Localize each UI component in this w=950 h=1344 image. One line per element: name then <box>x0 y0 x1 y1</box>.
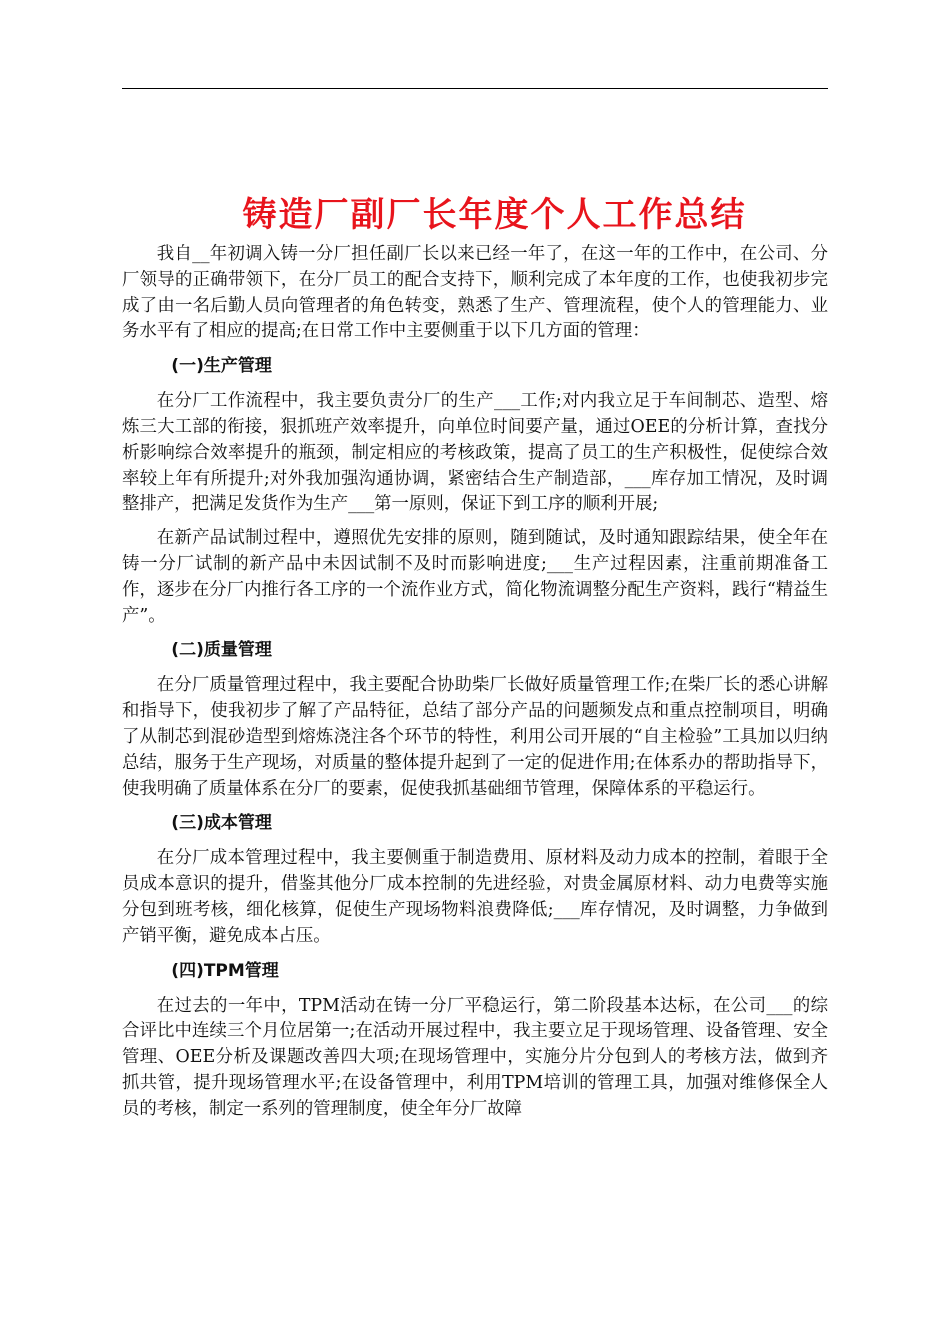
section-heading-cost: (三)成本管理 <box>171 813 272 834</box>
cost-paragraph: 在分厂成本管理过程中，我主要侧重于制造费用、原材料及动力成本的控制，着眼于全员成本意识的提升，借鉴其他分厂成本控制的先进经验，对贵金属原材料、动力电费等实施分包到班考核，细化核算，促使生产现场物料浪费降低;___库存情况，及时调整，力争做到产销平衡，避免成本占压。 <box>122 848 828 946</box>
production-paragraph-1: 在分厂工作流程中，我主要负责分厂的生产___工作;对内我立足于车间制芯、造型、熔炼三大工部的衔接，狠抓班产效率提升，向单位时间要产量，通过OEE的分析计算，查找分析影响综合效率提升的瓶颈，制定相应的考核政策，提高了员工的生产积极性，促使综合效率较上年有所提升;对外我加强沟通协调，紧密结合生产制造部，___库存加工情况，及时调整排产，把满足发货作为生产___第一原则，保证下到工序的顺利开展; <box>122 391 828 515</box>
production-paragraph-2: 在新产品试制过程中，遵照优先安排的原则，随到随试，及时通知跟踪结果，使全年在铸一分厂试制的新产品中未因试制不及时而影响进度;___生产过程因素，注重前期准备工作，逐步在分厂内推行各工序的一个流作业方式，简化物流调整分配生产资料，践行“精益生产”。 <box>122 528 828 626</box>
intro-paragraph: 我自__年初调入铸一分厂担任副厂长以来已经一年了，在这一年的工作中，在公司、分厂领导的正确带领下，在分厂员工的配合支持下，顺利完成了本年度的工作，也使我初步完成了由一名后勤人员向管理者的角色转变，熟悉了生产、管理流程，使个人的管理能力、业务水平有了相应的提高;在日常工作中主要侧重于以下几方面的管理： <box>122 244 828 342</box>
section-heading-quality: (二)质量管理 <box>171 640 272 661</box>
header-rule <box>122 88 828 89</box>
document-title: 铸造厂副厂长年度个人工作总结 <box>242 195 747 235</box>
tpm-paragraph: 在过去的一年中，TPM活动在铸一分厂平稳运行，第二阶段基本达标，在公司___的综合评比中连续三个月位居第一;在活动开展过程中，我主要立足于现场管理、设备管理、安全管理、OEE分析及课题改善四大项;在现场管理中，实施分片分包到人的考核方法，做到齐抓共管，提升现场管理水平;在设备管理中，利用TPM培训的管理工具，加强对维修保全人员的考核，制定一系列的管理制度，使全年分厂故障 <box>122 995 828 1119</box>
quality-paragraph: 在分厂质量管理过程中，我主要配合协助柴厂长做好质量管理工作;在柴厂长的悉心讲解和指导下，使我初步了解了产品特征，总结了部分产品的问题频发点和重点控制项目，明确了从制芯到混砂造型到熔炼浇注各个环节的特性，利用公司开展的“自主检验”工具加以归纳总结，服务于生产现场，对质量的整体提升起到了一定的促进作用;在体系办的帮助指导下，使我明确了质量体系在分厂的要素，促使我抓基础细节管理，保障体系的平稳运行。 <box>122 675 828 799</box>
section-heading-production: (一)生产管理 <box>171 356 272 377</box>
section-heading-tpm: (四)TPM管理 <box>171 960 279 981</box>
document-body <box>122 242 828 1131</box>
